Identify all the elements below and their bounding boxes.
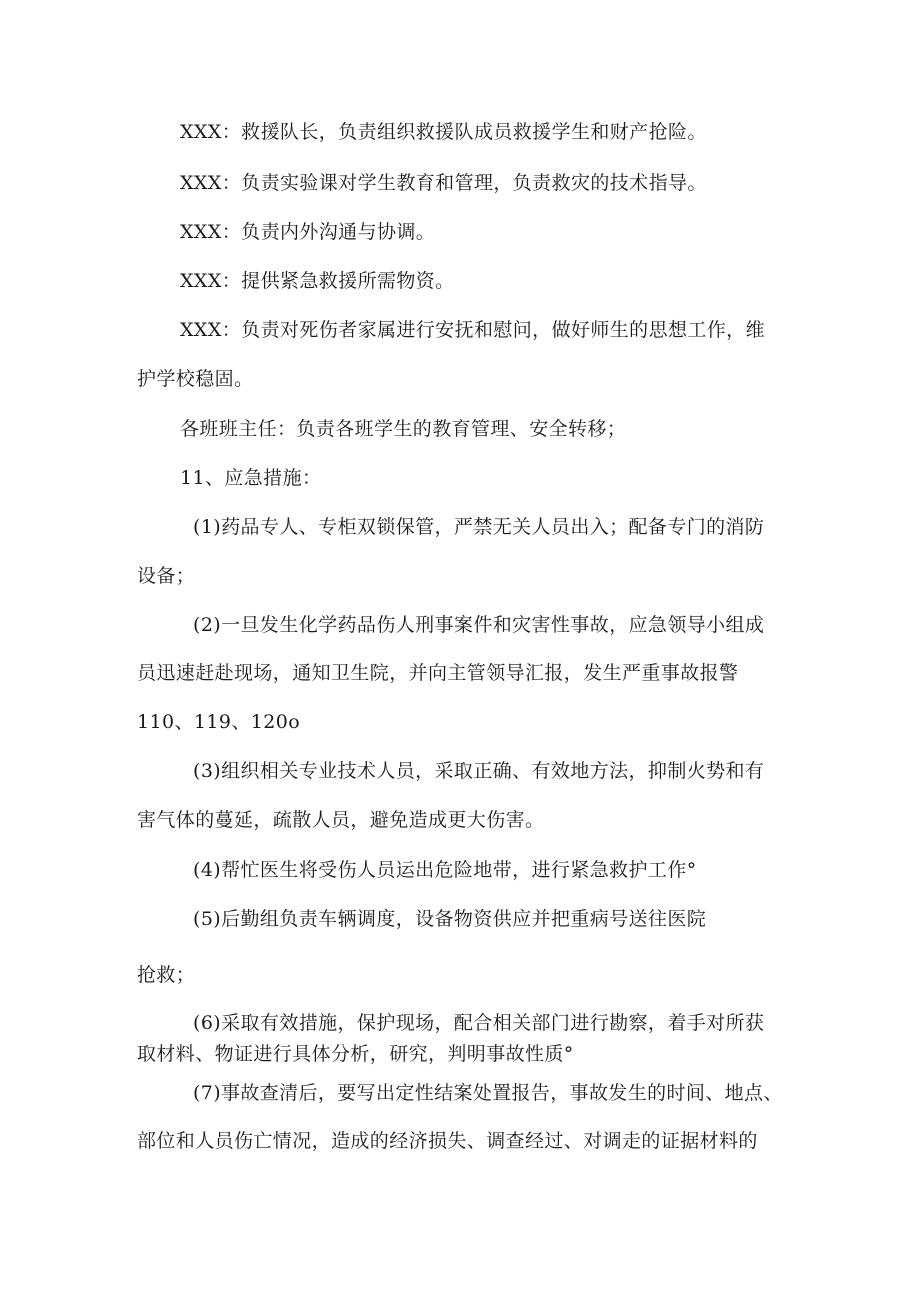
paragraph-line: XXX：负责对死伤者家属进行安抚和慰问，做好师生的思想工作，维 [180, 319, 765, 341]
list-item-line: 抢救； [137, 964, 196, 986]
list-item-line: (1)药品专人、专柜双锁保管，严禁无关人员出入；配备专门的消防 [193, 516, 765, 538]
list-item-line: 110、119、120o [137, 711, 301, 733]
paragraph-line: XXX：负责实验课对学生教育和管理，负责救灾的技术指导。 [180, 172, 707, 194]
paragraph-line: 护学校稳固。 [137, 368, 254, 390]
paragraph-line: 各班班主任：负责各班学生的教育管理、安全转移； [180, 418, 627, 440]
paragraph-line: XXX：提供紧急救援所需物资。 [180, 270, 455, 292]
section-heading: 11、应急措施： [180, 467, 322, 489]
list-item-line: (2)一旦发生化学药品伤人刑事案件和灾害性事故，应急领导小组成 [193, 614, 765, 636]
list-item-line: 设备； [137, 565, 196, 587]
list-item-line: 员迅速赶赴现场，通知卫生院，并向主管领导汇报，发生严重事故报警 [137, 662, 739, 684]
list-item-line: 部位和人员伤亡情况，造成的经济损失、调查经过、对调走的证据材料的 [137, 1130, 758, 1152]
list-item-line: (6)采取有效措施，保护现场，配合相关部门进行勘察，着手对所获 [193, 1012, 765, 1034]
list-item-line: (7)事故查清后，要写出定性结案处置报告，事故发生的时间、地点、 [193, 1082, 783, 1104]
list-item-line: (4)帮忙医生将受伤人员运出危险地带，进行紧急救护工作° [193, 859, 697, 881]
paragraph-line: XXX：负责内外沟通与协调。 [180, 221, 436, 243]
paragraph-line: XXX：救援队长，负责组织救援队成员救援学生和财产抢险。 [180, 121, 707, 143]
list-item-line: (3)组织相关专业技术人员，采取正确、有效地方法，抑制火势和有 [193, 760, 765, 782]
list-item-line: 取材料、物证进行具体分析，研究，判明事故性质° [137, 1043, 574, 1065]
list-item-line: 害气体的蔓延，疏散人员，避免造成更大伤害。 [137, 809, 545, 831]
list-item-line: (5)后勤组负责车辆调度，设备物资供应并把重病号送往医院 [193, 908, 707, 930]
